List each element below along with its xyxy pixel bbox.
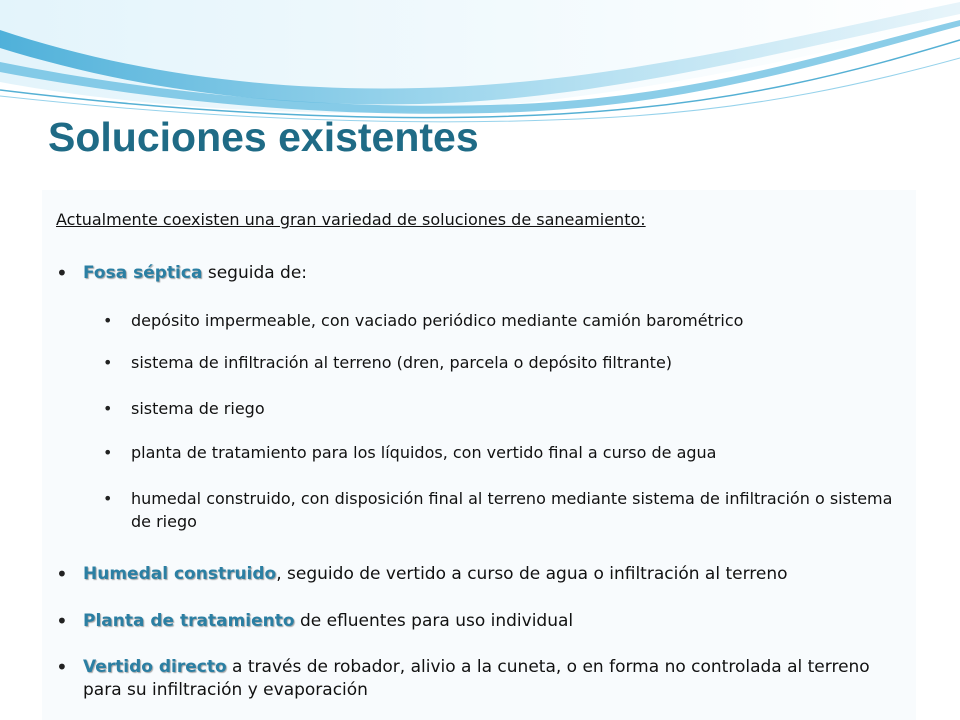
list-item-text — [83, 610, 906, 633]
list-item-humedal-construido — [56, 563, 906, 586]
item-description: seguida de: — [202, 263, 308, 283]
slide-title: Soluciones existentes — [48, 114, 479, 160]
list-item-fosa-septica — [56, 262, 906, 285]
bullet-icon: • — [56, 609, 68, 633]
bullet-icon: • — [103, 443, 113, 462]
bullet-icon: • — [56, 562, 68, 586]
sub-list-item — [103, 309, 893, 332]
item-description: de efluentes para uso individual — [294, 611, 574, 631]
keyword-text: Humedal construido — [83, 564, 277, 584]
sub-item-text: depósito impermeable, con vaciado periódico mediante camión barométrico — [131, 311, 744, 330]
bullet-icon: • — [103, 311, 113, 330]
sub-list-item — [103, 487, 893, 533]
list-item-vertido-directo — [56, 656, 906, 702]
sub-list-item — [103, 397, 893, 420]
bullet-icon: • — [103, 353, 113, 372]
item-description: a través de robador, alivio a la cuneta, o en forma no controlada al terreno para su infiltración y evaporación — [83, 657, 870, 700]
bullet-icon: • — [56, 261, 68, 285]
sub-item-text: sistema de infiltración al terreno (dren, parcela o depósito filtrante) — [131, 353, 673, 372]
sub-item-text: sistema de riego — [131, 399, 265, 418]
keyword-text: Planta de tratamiento — [83, 611, 295, 631]
keyword-text: Vertido directo — [83, 657, 227, 677]
sub-list-item — [103, 441, 893, 464]
list-item-text — [83, 656, 906, 702]
list-item-text — [83, 262, 906, 285]
intro-text: Actualmente coexisten una gran variedad de soluciones de saneamiento: — [56, 210, 646, 229]
list-item-planta-de-tratamiento — [56, 610, 906, 633]
bullet-icon: • — [103, 399, 113, 418]
sub-item-text: humedal construido, con disposición final al terreno mediante sistema de infiltración o sistema de riego — [131, 489, 893, 531]
sub-item-text: planta de tratamiento para los líquidos, con vertido final a curso de agua — [131, 443, 717, 462]
bullet-icon: • — [56, 655, 68, 679]
sub-list-item — [103, 351, 893, 374]
decorative-wave-header — [0, 0, 960, 130]
list-item-text — [83, 563, 906, 586]
bullet-icon: • — [103, 489, 113, 508]
item-description: , seguido de vertido a curso de agua o infiltración al terreno — [276, 564, 788, 584]
keyword-text: Fosa séptica — [83, 263, 203, 283]
